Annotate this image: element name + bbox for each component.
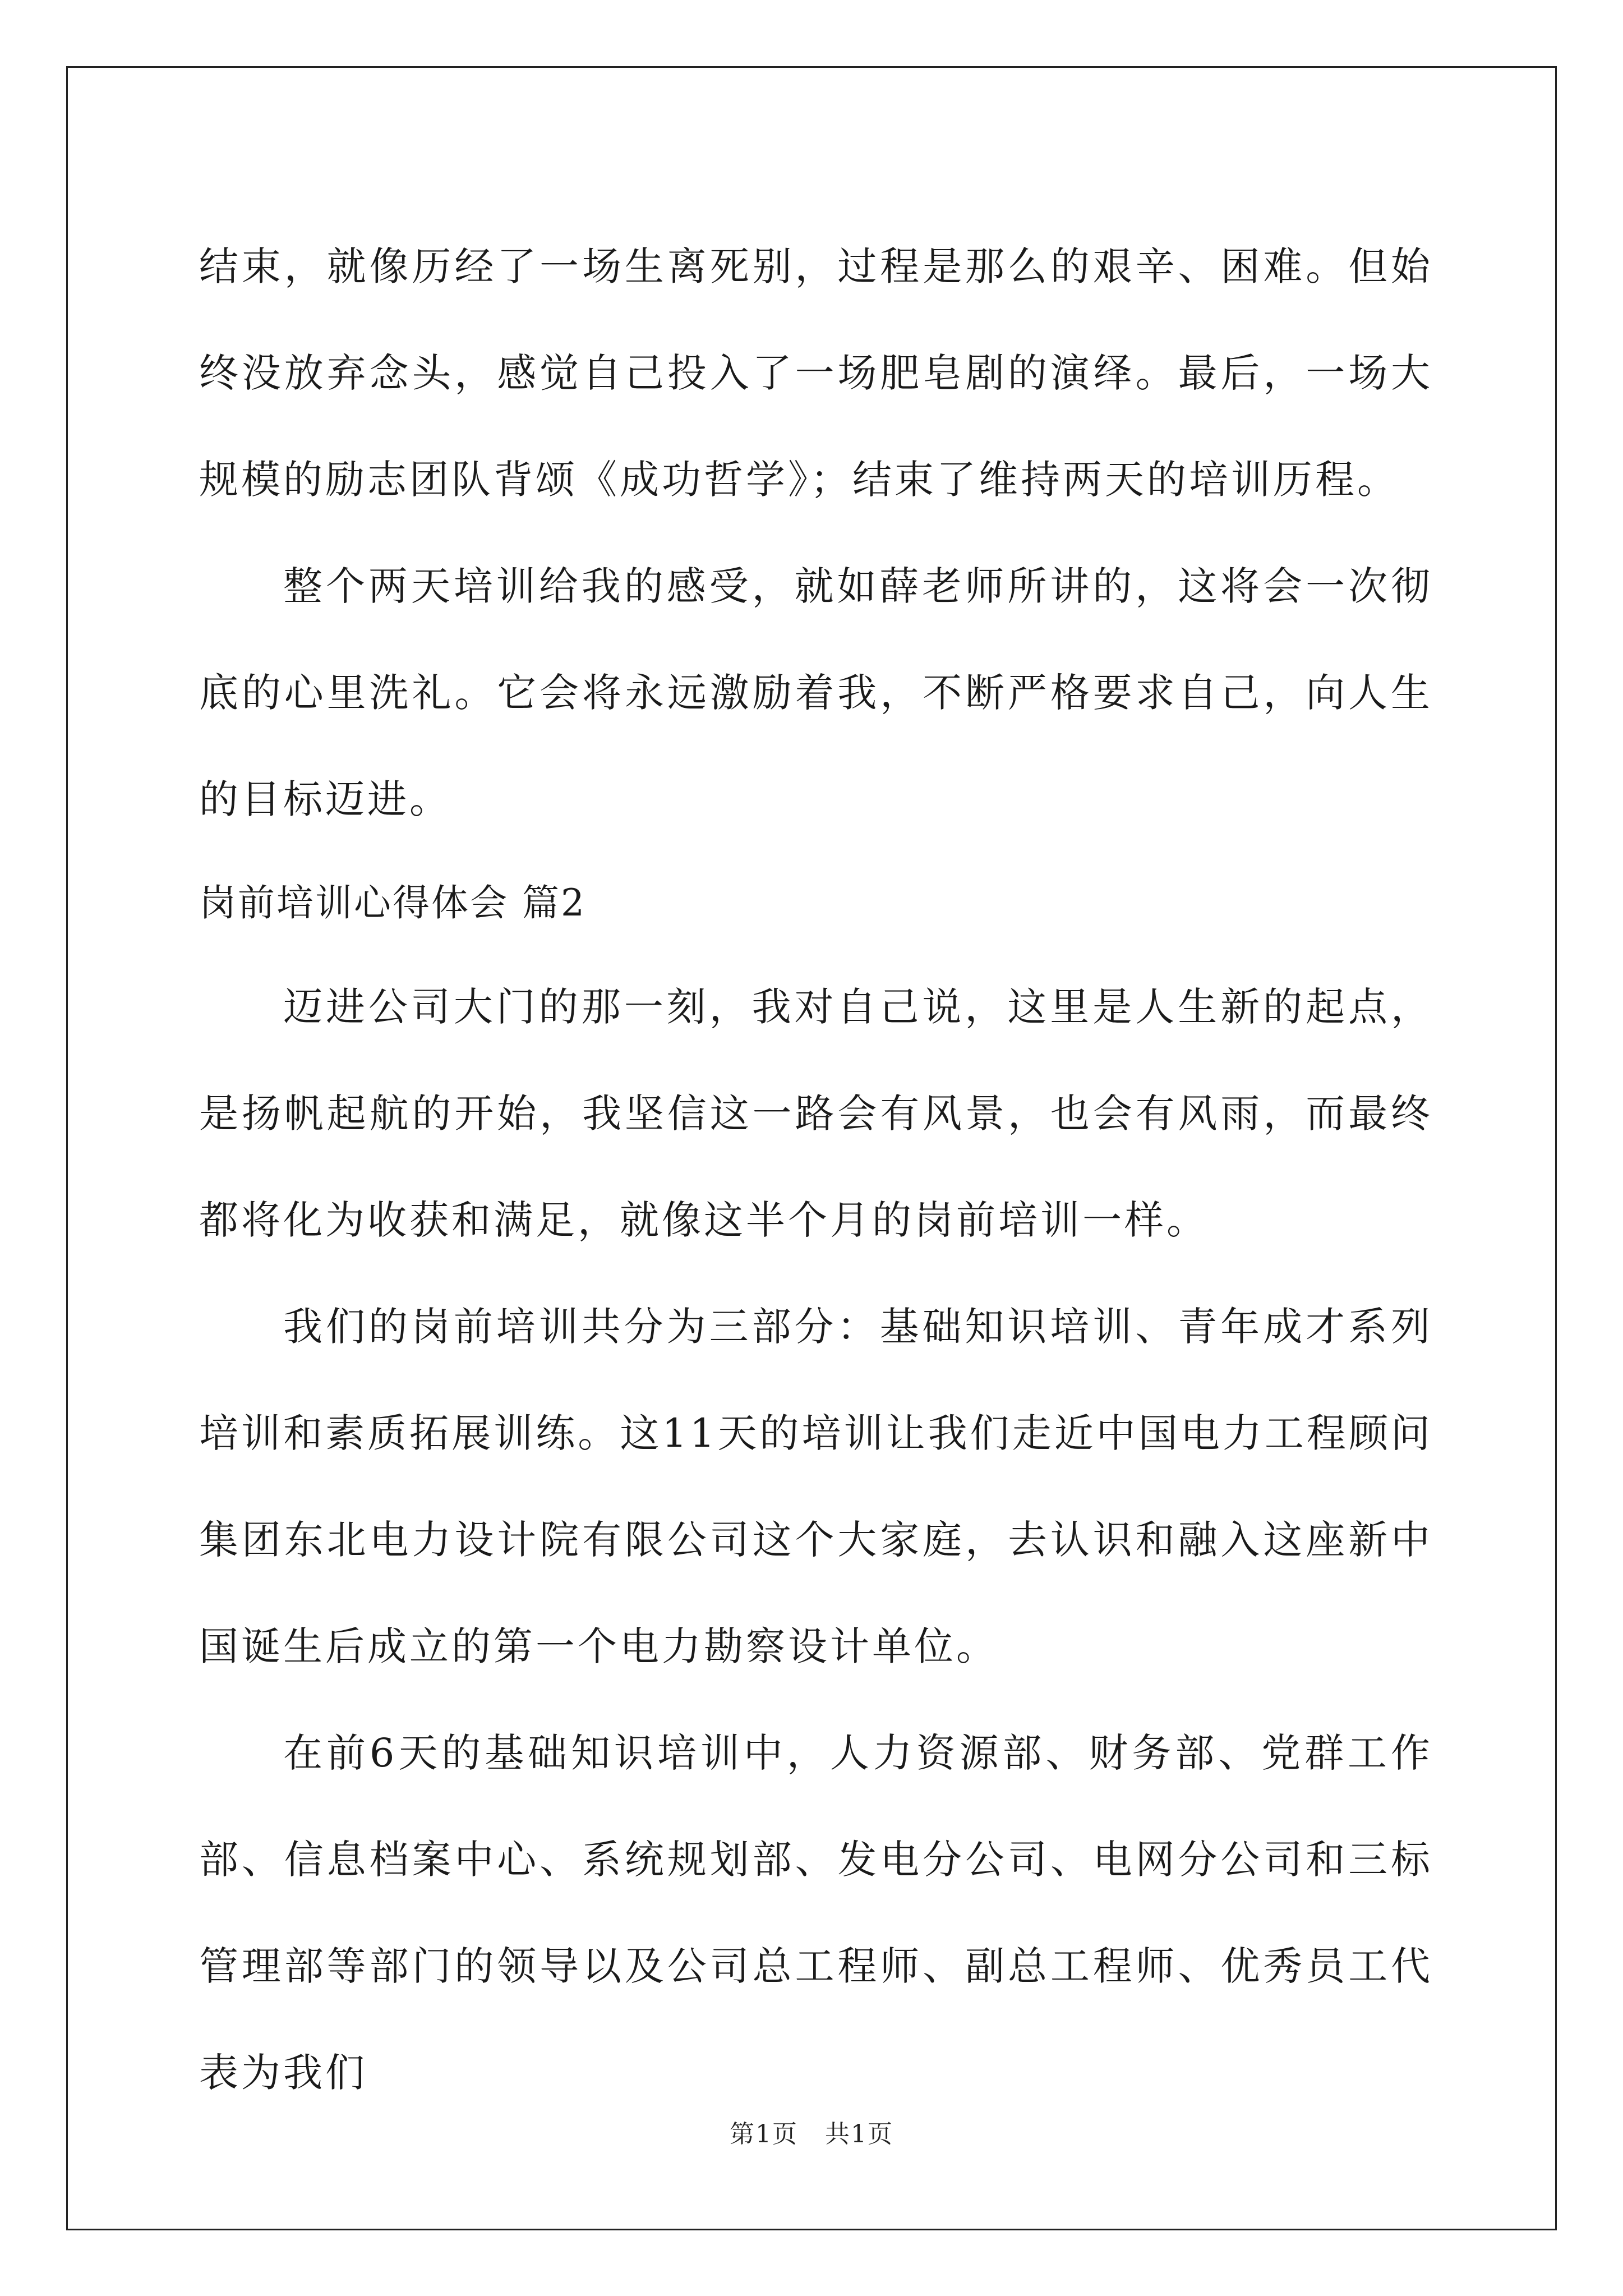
section-paragraph-3: 在前6天的基础知识培训中，人力资源部、财务部、党群工作部、信息档案中心、系统规划部、发电分公司、电网分公司和三标管理部等部门的领导以及公司总工程师、副总工程师、优秀员工代表为我们 <box>199 1730 1433 2096</box>
section-paragraph-1: 迈进公司大门的那一刻，我对自己说，这里是人生新的起点，是扬帆起航的开始，我坚信这一路会有风景，也会有风雨，而最终都将化为收获和满足，就像这半个月的岗前培训一样。 <box>199 984 1433 1243</box>
paragraph-2: 整个两天培训给我的感受，就如薛老师所讲的，这将会一次彻底的心里洗礼。它会将永远激励着我，不断严格要求自己，向人生的目标迈进。 <box>199 563 1433 822</box>
section-paragraph-2: 我们的岗前培训共分为三部分：基础知识培训、青年成才系列培训和素质拓展训练。这11天的培训让我们走近中国电力工程顾问集团东北电力设计院有限公司这个大家庭，去认识和融入这座新中国诞生后成立的第一个电力勘察设计单位。 <box>199 1304 1433 1669</box>
page-total: 共1页 <box>824 2120 893 2148</box>
page-number: 第1页 <box>730 2120 799 2148</box>
section-heading: 岗前培训心得体会 篇2 <box>199 881 586 924</box>
paragraph-1: 结束，就像历经了一场生离死别，过程是那么的艰辛、困难。但始终没放弃念头，感觉自己投入了一场肥皂剧的演绎。最后，一场大规模的励志团队背颂《成功哲学》；结束了维持两天的培训历程。 <box>199 243 1433 503</box>
page-footer <box>0 2114 1623 2150</box>
document-body <box>199 213 1433 2126</box>
